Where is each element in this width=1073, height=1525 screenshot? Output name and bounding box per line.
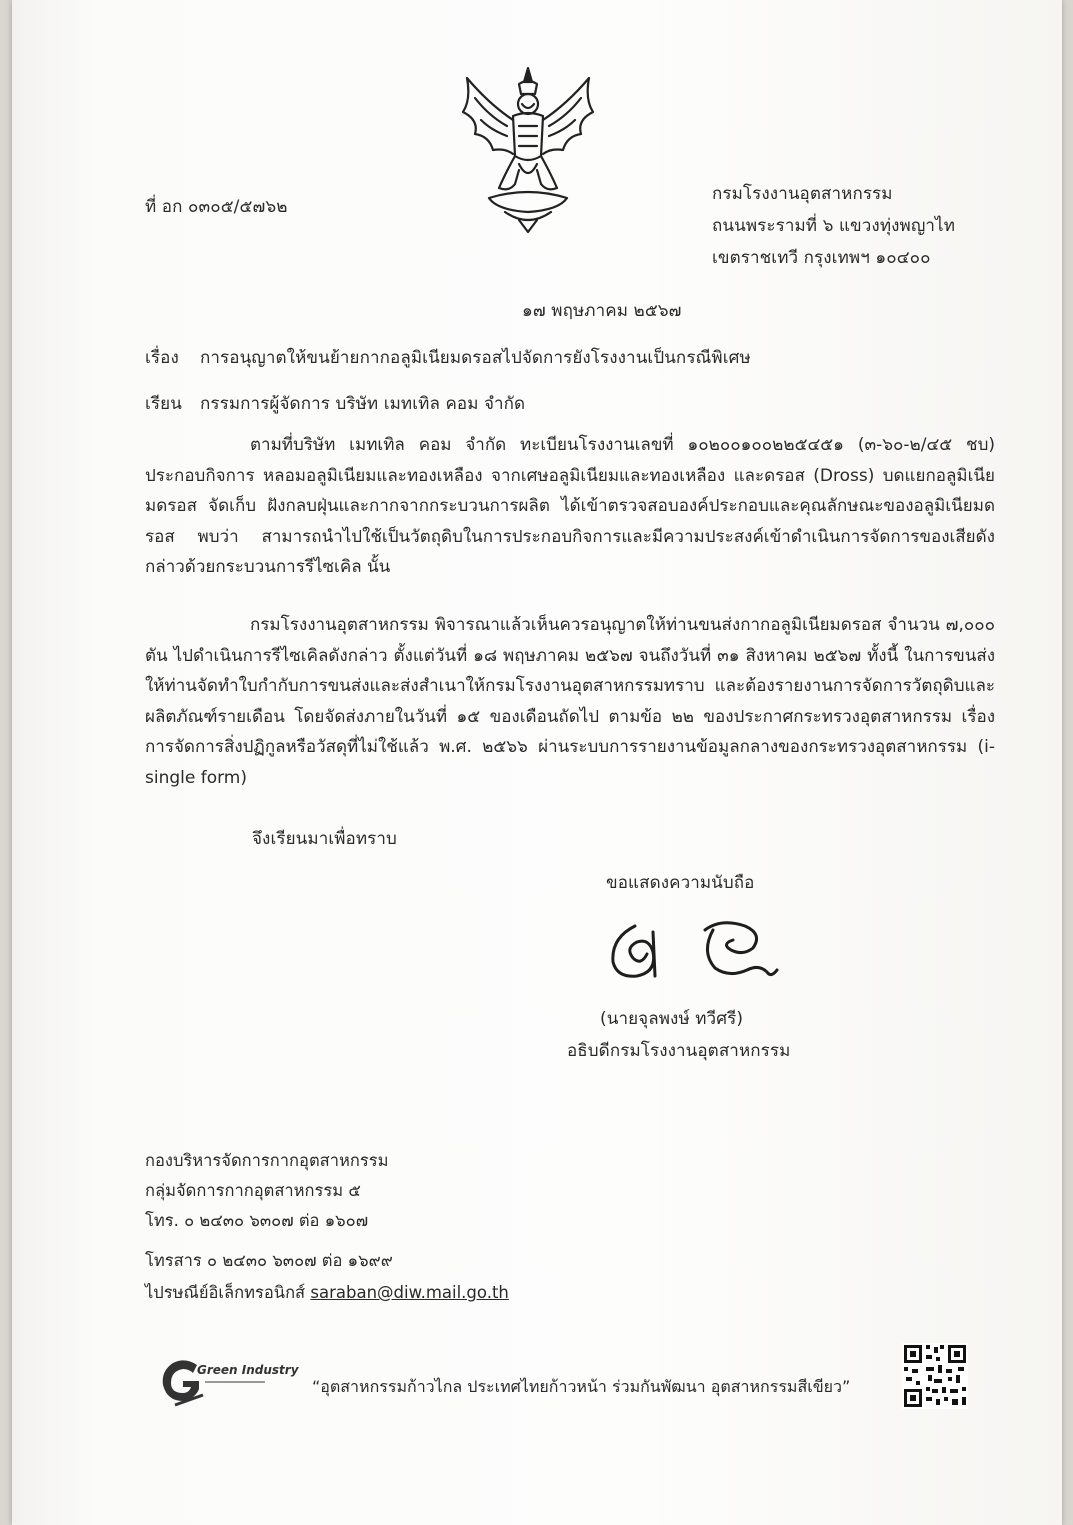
reference-number: ที่ อก ๐๓๐๕/๕๗๖๒ — [145, 197, 288, 217]
qr-code-icon — [902, 1343, 968, 1409]
footer-fax: โทรสาร ๐ ๒๔๓๐ ๖๓๐๗ ต่อ ๑๖๙๙ — [145, 1251, 393, 1270]
sign-off: ขอแสดงความนับถือ — [606, 873, 755, 893]
subject-label: เรื่อง — [145, 348, 179, 368]
logo-underline — [205, 1381, 265, 1383]
body-paragraph-1 — [145, 430, 995, 583]
signature-icon — [597, 912, 817, 990]
green-industry-logo-text: Green Industry — [197, 1363, 299, 1377]
org-line-name: กรมโรงงานอุตสาหกรรม — [712, 184, 893, 204]
footer-email-row — [145, 1282, 509, 1304]
recipient-text: กรรมการผู้จัดการ บริษัท เมทเทิล คอม จำกัด — [200, 394, 526, 414]
body-paragraph-2 — [145, 610, 995, 793]
footer-phone: โทร. ๐ ๒๔๓๐ ๖๓๐๗ ต่อ ๑๖๐๗ — [145, 1211, 369, 1230]
green-industry-logo — [157, 1355, 317, 1407]
body-paragraph-2-text: กรมโรงงานอุตสาหกรรม พิจารณาแล้วเห็นควรอนุญาตให้ท่านขนส่งกากอลูมิเนียมดรอส จำนวน ๗,๐๐๐ ตัน ไปดำเนินการรีไซเคิลดังกล่าว ตั้งแต่วันที่ ๑๘ พฤษภาคม ๒๕๖๗ จนถึงวันที่ ๓๑ สิงหาคม ๒๕๖๗ ทั้งนี้ ในการขนส่งให้ท่านจัดทำใบกำกับการขนส่งและส่งสำเนาให้กรมโรงงานอุตสาหกรรมทราบ และต้องรายงานการจัดการวัตถุดิบและผลิตภัณฑ์รายเดือน โดยจัดส่งภายในวันที่ ๑๕ ของเดือนถัดไป ตามข้อ ๒๒ ของประกาศกระทรวงอุตสาหกรรม เรื่อง การจัดการสิ่งปฏิกูลหรือวัสดุที่ไม่ใช้แล้ว พ.ศ. ๒๕๖๖ ผ่านระบบการรายงานข้อมูลกลางของกระทรวงอุตสาหกรรม (i-single form) — [145, 615, 995, 788]
garuda-emblem-icon — [449, 64, 607, 236]
org-line-street: ถนนพระรามที่ ๖ แขวงทุ่งพญาไท — [712, 216, 956, 236]
letter-page — [12, 0, 1062, 1525]
letter-date: ๑๗ พฤษภาคม ๒๕๖๗ — [522, 301, 682, 321]
subject-text: การอนุญาตให้ขนย้ายกากอลูมิเนียมดรอสไปจัดการยังโรงงานเป็นกรณีพิเศษ — [200, 348, 751, 368]
footer-email-label: ไปรษณีย์อิเล็กทรอนิกส์ — [145, 1283, 306, 1302]
org-line-district: เขตราชเทวี กรุงเทพฯ ๑๐๔๐๐ — [712, 248, 931, 268]
footer-group: กลุ่มจัดการกากอุตสาหกรรม ๕ — [145, 1181, 361, 1200]
signer-name: (นายจุลพงษ์ ทวีศรี) — [600, 1009, 744, 1029]
signer-title: อธิบดีกรมโรงงานอุตสาหกรรม — [567, 1041, 791, 1061]
footer-division: กองบริหารจัดการกากอุตสาหกรรม — [145, 1151, 389, 1170]
body-paragraph-1-text: ตามที่บริษัท เมทเทิล คอม จำกัด ทะเบียนโรงงานเลขที่ ๑๐๒๐๐๑๐๐๒๒๕๔๕๑ (๓-๖๐-๒/๔๕ ชบ) ประกอบกิจการ หลอมอลูมิเนียมและทองเหลือง จากเศษอลูมิเนียมและทองเหลือง และดรอส (Dross) บดแยกอลูมิเนียมดรอส จัดเก็บ ฝังกลบฝุ่นและกากจากกระบวนการผลิต ได้เข้าตรวจสอบองค์ประกอบและคุณลักษณะของอลูมิเนียมดรอส พบว่า สามารถนำไปใช้เป็นวัตถุดิบในการประกอบกิจการและมีความประสงค์เข้าดำเนินการจัดการของเสียดังกล่าวด้วยกระบวนการรีไซเคิล นั้น — [145, 435, 995, 577]
slogan-text: “อุตสาหกรรมก้าวไกล ประเทศไทยก้าวหน้า ร่วมกันพัฒนา อุตสาหกรรมสีเขียว” — [312, 1377, 851, 1396]
footer-email-link[interactable]: saraban@diw.mail.go.th — [310, 1283, 509, 1302]
recipient-label: เรียน — [145, 394, 182, 414]
closing-line: จึงเรียนมาเพื่อทราบ — [252, 829, 397, 849]
